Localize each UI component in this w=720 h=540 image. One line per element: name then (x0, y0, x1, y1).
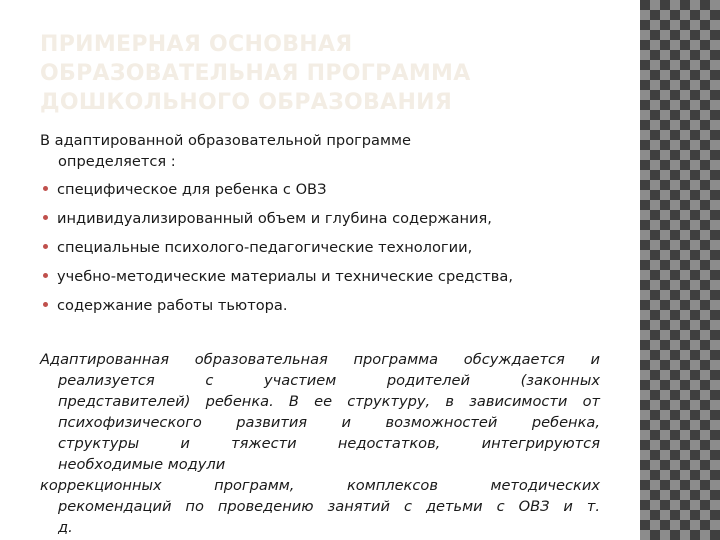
list-item-text: учебно-методические материалы и технические средства, (57, 268, 513, 285)
paragraph2-line-2: рекомендаций по проведению занятий с детьми с ОВЗ и т. (58, 498, 600, 515)
paragraph1-line-5: структуры и тяжести недостатков, интегрируются (58, 435, 600, 452)
list-item-text: содержание работы тьютора. (57, 297, 288, 314)
slide-content (40, 130, 600, 538)
paragraph-correction-programs (40, 475, 600, 538)
intro-text (40, 130, 600, 172)
slide-title (40, 30, 620, 117)
list-item-text: индивидуализированный объем и глубина содержания, (57, 210, 492, 227)
list-item (40, 237, 600, 258)
bullet-icon (43, 244, 48, 249)
title-line-1: ПРИМЕРНАЯ ОСНОВНАЯ (40, 32, 353, 57)
bullet-icon (43, 215, 48, 220)
list-item-text: специальные психолого-педагогические технологии, (57, 239, 473, 256)
bullet-icon (43, 186, 48, 191)
title-line-3: ДОШКОЛЬНОГО ОБРАЗОВАНИЯ (40, 90, 453, 115)
title-line-2: ОБРАЗОВАТЕЛЬНАЯ ПРОГРАММА (40, 61, 471, 86)
list-item (40, 295, 600, 316)
intro-line-1: В адаптированной образовательной программе (40, 132, 412, 149)
list-item (40, 179, 600, 200)
paragraph1-line-6: необходимые модули (58, 456, 226, 473)
paragraph1-line-3: представителей) ребенка. В ее структуру, в зависимости от (58, 393, 600, 410)
bullet-icon (43, 302, 48, 307)
decorative-pattern-panel (640, 0, 720, 540)
bullet-icon (43, 273, 48, 278)
paragraph1-line-4: психофизического развития и возможностей ребенка, (58, 414, 600, 431)
list-item-text: специфическое для ребенка с ОВЗ (57, 181, 327, 198)
list-item (40, 208, 600, 229)
bullet-list (40, 179, 600, 316)
paragraph1-line-2: реализуется с участием родителей (законных (58, 372, 600, 389)
paragraph-adapted-program (40, 349, 600, 475)
paragraph1-line-1: Адаптированная образовательная программа обсуждается и (40, 351, 600, 368)
list-item (40, 266, 600, 287)
intro-line-2: определяется : (58, 153, 176, 170)
paragraph2-line-3: д. (58, 519, 73, 536)
paragraph2-line-1: коррекционных программ, комплексов методических (40, 477, 600, 494)
